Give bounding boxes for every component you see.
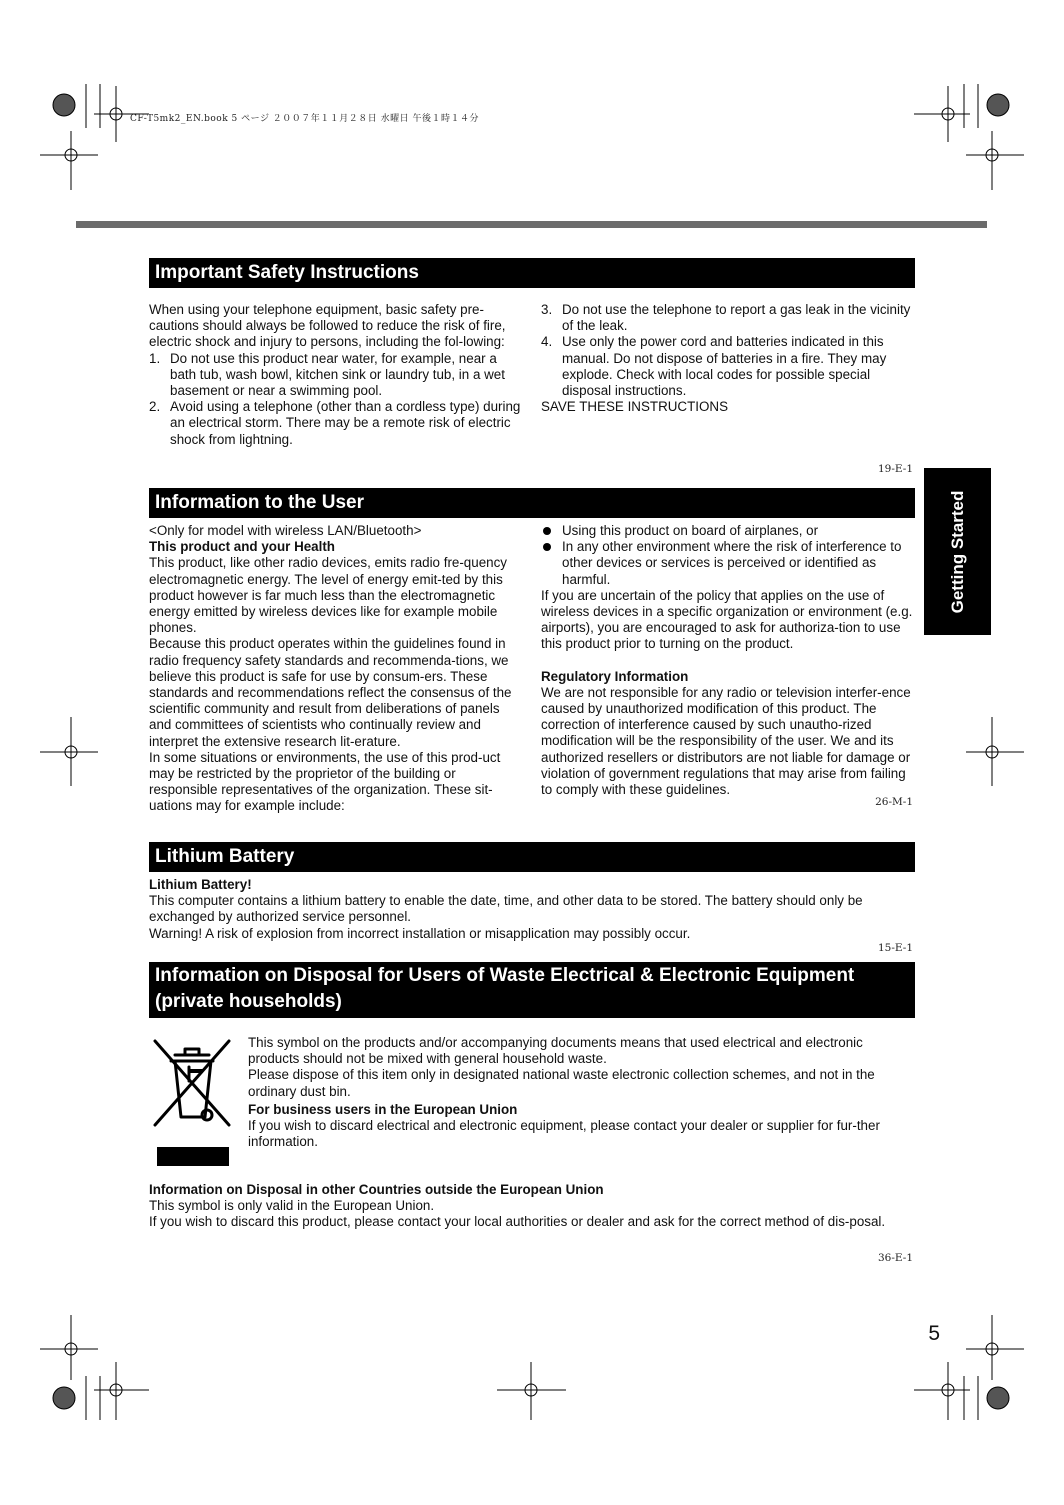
paragraph: If you wish to discard electrical and electronic equipment, please contact your dealer or supplier for fur-ther information. bbox=[248, 1118, 880, 1150]
bullet-icon bbox=[543, 527, 551, 535]
paragraph: This product, like other radio devices, emits radio fre-quency electromagnetic energy. The level of energy emit-ted by this product however is far much less than the electromagnetic energy emitted by wireless devices like for example mobile phones. bbox=[149, 555, 507, 636]
list-item: 2. Avoid using a telephone (other than a cordless type) during an electrical storm. There may be a remote risk of electric shock from lightning. bbox=[149, 399, 521, 447]
paragraph: This computer contains a lithium battery to enable the date, time, and other data to be stored. The battery should only be exchanged by authorized service personnel. bbox=[149, 893, 863, 925]
bullet-item: In any other environment where the risk of interference to other devices or services is perceived or identified as harmful. bbox=[541, 539, 913, 588]
save-instructions: SAVE THESE INSTRUCTIONS bbox=[541, 399, 729, 415]
paragraph: If you wish to discard this product, please contact your local authorities or dealer and ask for the correct method of dis-posal. bbox=[149, 1214, 886, 1230]
bullet-icon bbox=[543, 543, 551, 551]
safety-right-column bbox=[541, 302, 913, 415]
paragraph: This symbol is only valid in the European Union. bbox=[149, 1198, 435, 1214]
section-title-safety: Important Safety Instructions bbox=[149, 258, 915, 288]
section-code: 15-E-1 bbox=[878, 942, 913, 954]
section-title-lithium: Lithium Battery bbox=[149, 842, 915, 872]
safety-intro: When using your telephone equipment, basic safety pre-cautions should always be followed to reduce the risk of fire, electric shock and injury to persons, including the fol-lowing: bbox=[149, 302, 506, 350]
user-info-right-column bbox=[541, 523, 913, 798]
section-title-user-info: Information to the User bbox=[149, 488, 915, 518]
paragraph: If you are uncertain of the policy that applies on the use of wireless devices in a specific organization or environment (e.g. airports), you are encouraged to ask for authoriza-tion to use this product prior to turning on the product. bbox=[541, 587, 913, 652]
paragraph: Warning! A risk of explosion from incorrect installation or misapplication may possibly occur. bbox=[149, 925, 691, 941]
top-rule bbox=[76, 221, 987, 228]
crossed-out-wheelie-bin-icon bbox=[149, 1035, 235, 1131]
list-item: 3. Do not use the telephone to report a gas leak in the vicinity of the leak. bbox=[541, 302, 911, 334]
section-code: 36-E-1 bbox=[878, 1252, 913, 1264]
paragraph: This symbol on the products and/or accompanying documents means that used electrical and electronic products should not be mixed with general household waste. bbox=[248, 1035, 863, 1067]
lithium-body bbox=[149, 877, 915, 942]
other-countries-heading: Information on Disposal in other Countries outside the European Union bbox=[149, 1182, 604, 1197]
safety-left-column bbox=[149, 302, 521, 448]
paragraph: We are not responsible for any radio or television interfer-ence caused by unauthorized modification of this product. The correction of interference caused by such unautho-rized modification will be the responsibility of the user. We and its authorized resellers or distributors are not liable for damage or violation of government regulations that may arise from failing to comply with these guidelines. bbox=[541, 684, 911, 798]
section-title-disposal: Information on Disposal for Users of Waste Electrical & Electronic Equipment (private households) bbox=[149, 962, 915, 1018]
regulatory-heading: Regulatory Information bbox=[541, 668, 689, 684]
bullet-item: Using this product on board of airplanes, or bbox=[541, 523, 913, 539]
print-header: CF-T5mk2_EN.book 5 ページ ２００７年１１月２８日 水曜日 午後１時１４分 bbox=[130, 114, 480, 124]
eu-heading: For business users in the European Union bbox=[248, 1101, 518, 1117]
disposal-body bbox=[248, 1035, 915, 1150]
disposal-other-body bbox=[149, 1182, 915, 1231]
model-note: <Only for model with wireless LAN/Bluetooth> bbox=[149, 523, 422, 538]
list-item: 4. Use only the power cord and batteries indicated in this manual. Do not dispose of batteries in a fire. They may explode. Check with local codes for possible special disposal instructions. bbox=[541, 334, 887, 399]
paragraph: In some situations or environments, the use of this prod-uct may be restricted by the proprietor of the building or responsible representatives of the organization. These sit-uations may for example include: bbox=[149, 749, 501, 814]
user-info-left-column bbox=[149, 523, 521, 815]
section-code: 19-E-1 bbox=[878, 463, 913, 475]
list-item: 1. Do not use this product near water, for example, near a bath tub, wash bowl, kitchen sink or laundry tub, in a wet basement or near a swimming pool. bbox=[149, 350, 505, 399]
side-tab-getting-started: Getting Started bbox=[924, 468, 991, 635]
paragraph: Because this product operates within the guidelines found in radio frequency safety standards and recommenda-tions, we believe this product is safe for use by consum-ers. These standards and recommendations reflect the consensus of the scientific community and result from deliberations of panels and committees of scientists who continually review and interpret the extensive research lit-erature. bbox=[149, 636, 512, 749]
paragraph: Please dispose of this item only in designated national waste electronic collection schemes, and not in the ordinary dust bin. bbox=[248, 1067, 875, 1099]
bin-underline-bar bbox=[157, 1147, 229, 1166]
health-heading: This product and your Health bbox=[149, 539, 335, 555]
lithium-heading: Lithium Battery! bbox=[149, 877, 252, 892]
section-code: 26-M-1 bbox=[875, 796, 913, 808]
page-number: 5 bbox=[928, 1322, 940, 1345]
